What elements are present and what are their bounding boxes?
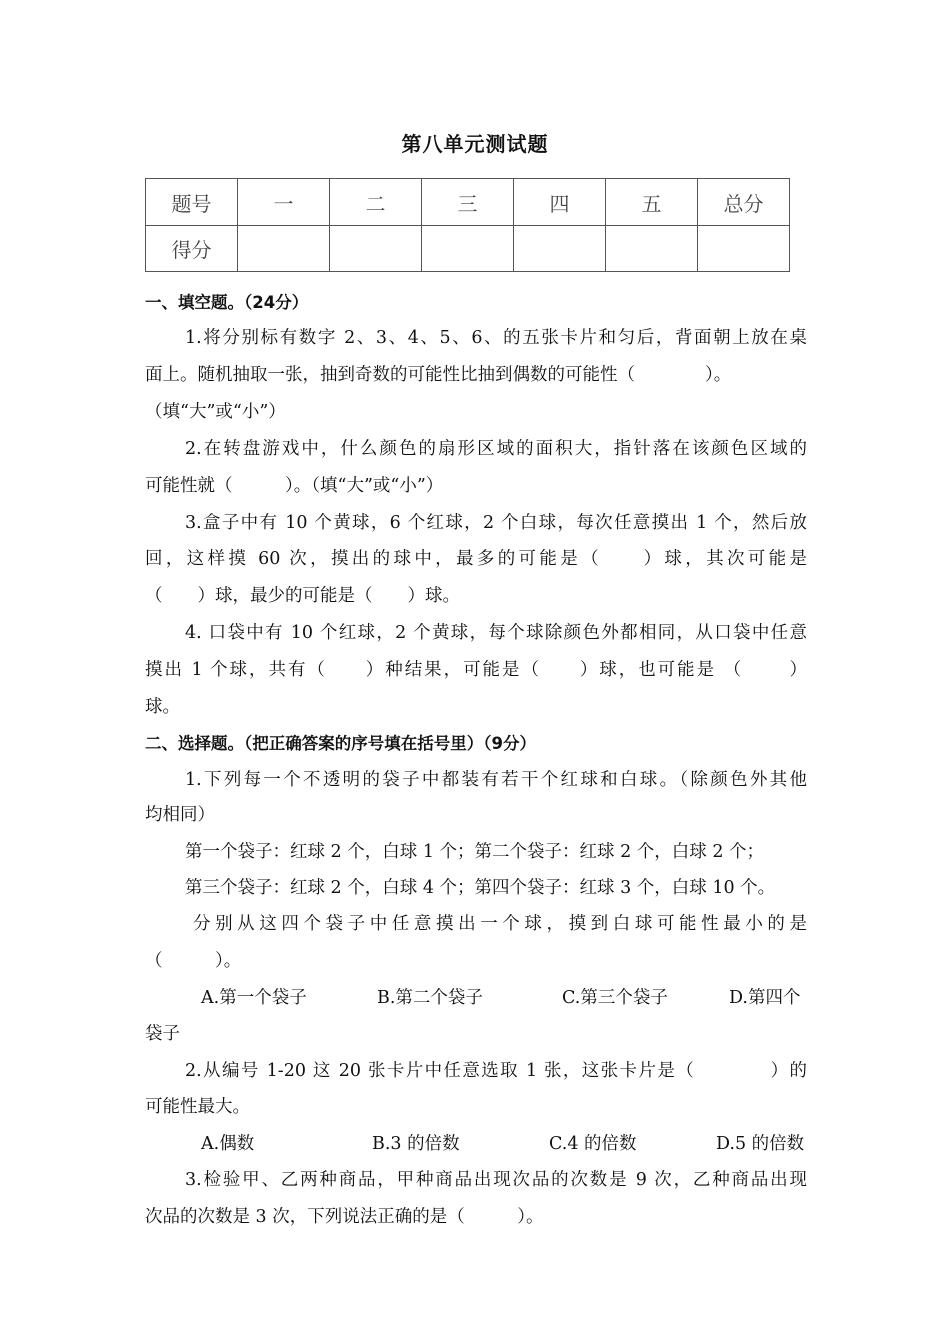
score-header-cell: 一	[238, 179, 330, 226]
s2-q2-line1: 2.从编号 1-20 这 20 张卡片中任意选取 1 张，这张卡片是（ ）的	[185, 1061, 807, 1081]
score-row-label: 得分	[146, 226, 238, 272]
s1-q1-line3: （填“大”或“小”）	[145, 402, 286, 422]
s2-q1-option-a: A.第一个袋子	[201, 988, 307, 1008]
s2-q1-line4: 第三个袋子：红球 2 个，白球 4 个；第四个袋子：红球 3 个，白球 10 个。	[185, 878, 776, 898]
score-table-score-row	[146, 226, 790, 272]
score-header-cell: 五	[606, 179, 698, 226]
s1-q2-line2: 可能性就（ ）。（填“大”或“小”）	[145, 476, 444, 496]
s2-q3-line1: 3.检验甲、乙两种商品，甲种商品出现次品的次数是 9 次，乙种商品出现	[185, 1170, 807, 1190]
s1-q3-line2: 回，这样摸 60 次，摸出的球中，最多的可能是（ ）球，其次可能是	[145, 549, 807, 569]
s1-q1-line2: 面上。随机抽取一张，抽到奇数的可能性比抽到偶数的可能性（ ）。	[145, 365, 732, 385]
s2-q2-option-a: A.偶数	[201, 1134, 255, 1154]
s2-q1-line1: 1.下列每一个不透明的袋子中都装有若干个红球和白球。（除颜色外其他	[185, 770, 807, 790]
s2-q1-line3: 第一个袋子：红球 2 个，白球 1 个；第二个袋子：红球 2 个，白球 2 个；	[185, 842, 765, 862]
score-cell-empty	[698, 226, 790, 272]
score-header-cell: 四	[514, 179, 606, 226]
score-table-header-row	[146, 179, 790, 226]
s2-q1-option-b: B.第二个袋子	[377, 988, 483, 1008]
s2-q1-option-wrap: 袋子	[145, 1024, 180, 1044]
s1-q1-line1: 1.将分别标有数字 2、3、4、5、6、的五张卡片和匀后，背面朝上放在桌	[185, 328, 807, 348]
s1-q4-line1: 4. 口袋中有 10 个红球，2 个黄球，每个球除颜色外都相同，从口袋中任意	[185, 623, 807, 643]
score-cell-empty	[330, 226, 422, 272]
s2-q2-line2: 可能性最大。	[145, 1097, 250, 1117]
s2-q1-option-c: C.第三个袋子	[562, 988, 668, 1008]
score-header-cell: 题号	[146, 179, 238, 226]
s1-q3-line3: （ ）球，最少的可能是（ ）球。	[145, 586, 460, 606]
s2-q2-option-c: C.4 的倍数	[549, 1134, 637, 1154]
s2-q2-option-b: B.3 的倍数	[372, 1134, 460, 1154]
score-table	[145, 178, 790, 272]
s2-q3-line2: 次品的次数是 3 次，下列说法正确的是（ ）。	[145, 1207, 544, 1227]
score-header-cell: 总分	[698, 179, 790, 226]
score-cell-empty	[238, 226, 330, 272]
s1-q4-line2: 摸出 1 个球，共有（ ）种结果，可能是（ ）球，也可能是 （ ）	[145, 660, 807, 680]
s2-q1-option-d: D.第四个	[729, 988, 801, 1008]
page-title: 第八单元测试题	[401, 132, 549, 156]
section1-heading: 一、填空题。（24分）	[145, 293, 309, 312]
s2-q1-line2: 均相同）	[145, 805, 215, 825]
s1-q3-line1: 3.盒子中有 10 个黄球，6 个红球，2 个白球，每次任意摸出 1 个，然后放	[185, 513, 807, 533]
s2-q1-line6: （ ）。	[145, 951, 242, 971]
s1-q4-line3: 球。	[145, 697, 180, 717]
section2-heading: 二、选择题。（把正确答案的序号填在括号里）（9分）	[145, 734, 536, 753]
score-header-cell: 二	[330, 179, 422, 226]
s1-q2-line1: 2.在转盘游戏中，什么颜色的扇形区域的面积大，指针落在该颜色区域的	[185, 439, 807, 459]
score-cell-empty	[422, 226, 514, 272]
score-cell-empty	[606, 226, 698, 272]
score-header-cell: 三	[422, 179, 514, 226]
score-cell-empty	[514, 226, 606, 272]
s2-q1-line5: 分别从这四个袋子中任意摸出一个球，摸到白球可能性最小的是	[193, 914, 807, 934]
s2-q2-option-d: D.5 的倍数	[716, 1134, 805, 1154]
